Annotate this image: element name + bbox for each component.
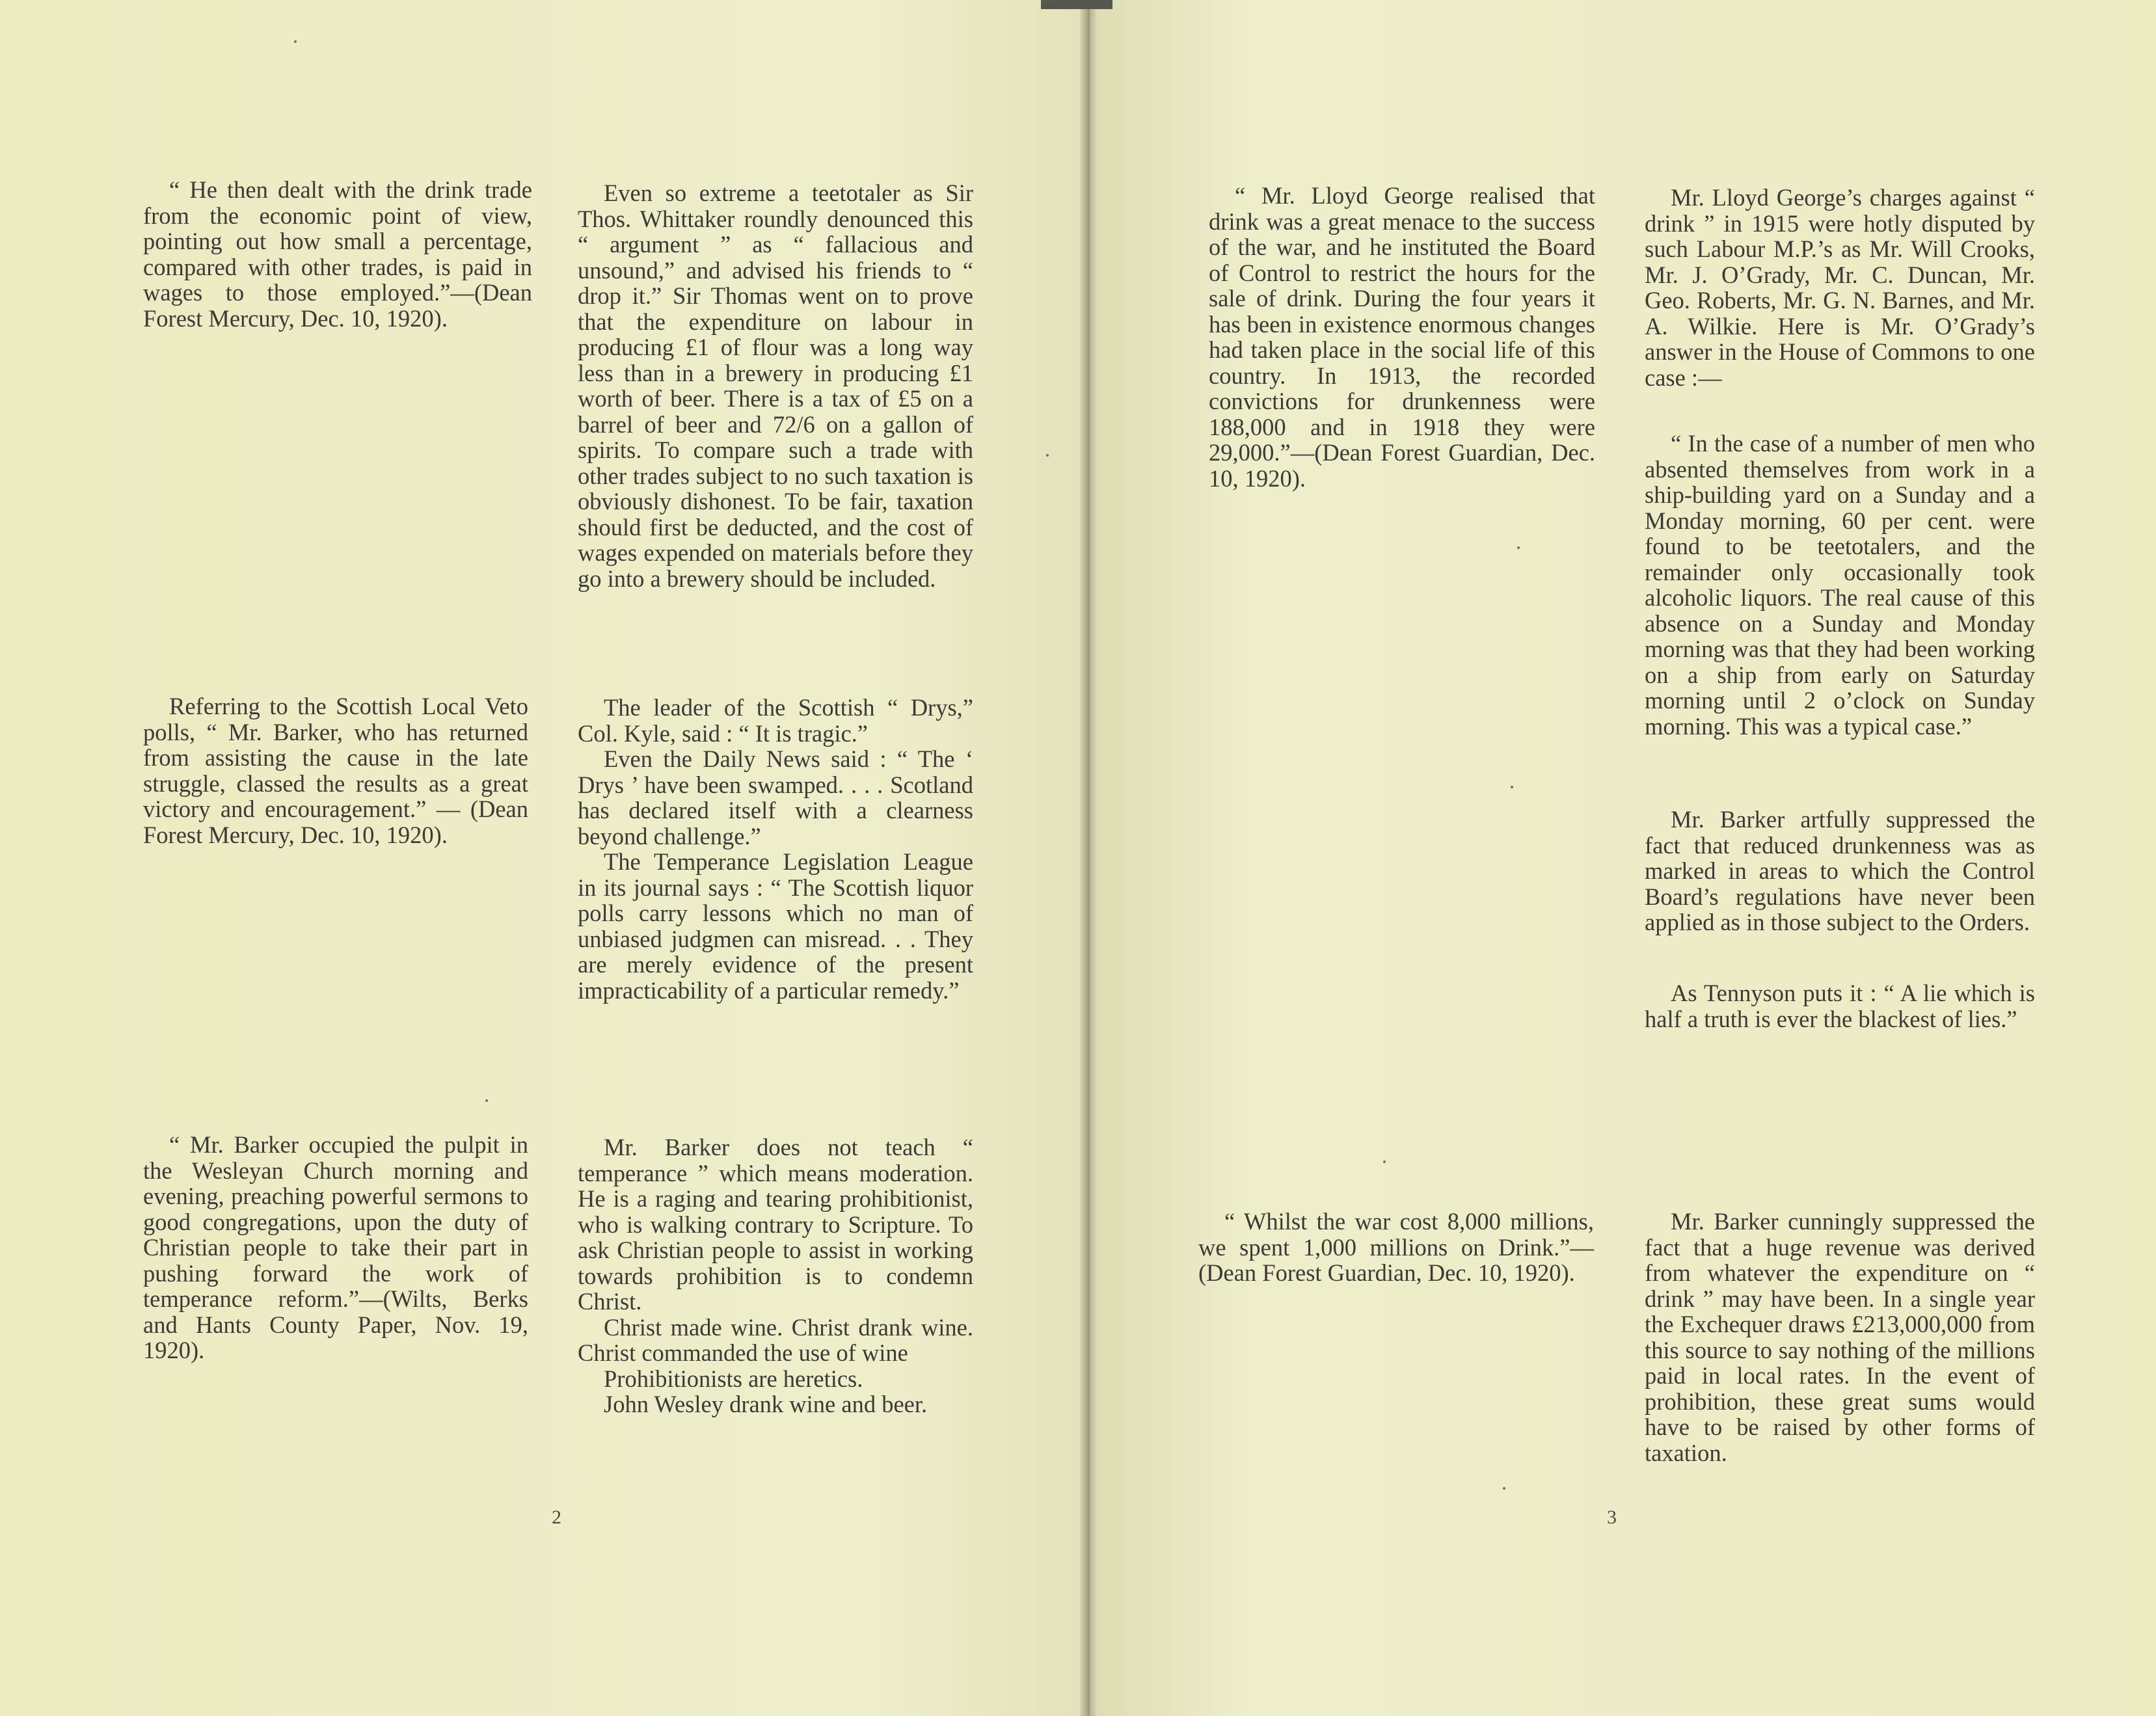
paragraph: “ In the case of a number of men who absented themselves from work in a ship-building yard on a Sunday and a Monday morning, 60 per cent. were found to be teetotalers, and the remainder only occasionally took alcoholic liquors. The real cause of this absence on a Sunday and Monday morning was that they had been working on a ship from early on Saturday morning until 2 o’clock on Sunday morning. This was a typical case.” <box>1645 430 2035 740</box>
paper-speck <box>485 1099 488 1102</box>
right-col2-revenue <box>1645 1209 2035 1466</box>
paper-speck <box>1503 1487 1505 1490</box>
paragraph: John Wesley drank wine and beer. <box>604 1391 928 1417</box>
paper-speck <box>294 40 297 43</box>
paragraph: “ Whilst the war cost 8,000 millions, we spent 1,000 millions on Drink.”—(Dean Forest Guardian, Dec. 10, 1920). <box>1198 1208 1594 1286</box>
left-col2-whittaker <box>578 180 973 591</box>
right-col2-tennyson <box>1645 980 2035 1032</box>
binding-shadow <box>1041 0 1112 9</box>
left-col1-quote-mercury <box>143 177 532 331</box>
paragraph: Mr. Barker cunningly suppressed the fact that a huge revenue was derived from whatever the expenditure on “ drink ” may have been. In a single year the Exchequer draws £213,000,000 from this source to say nothing of the millions paid in local rates. In the event of prohibition, these great sums would have to be raised by other forms of taxation. <box>1645 1208 2035 1466</box>
paper-speck <box>1046 454 1049 457</box>
paragraph: Even so extreme a teetotaler as Sir Thos. Whittaker roundly denounced this “ argument ” as “ fallacious and unsound,” and advised his friends to “ drop it.” Sir Thomas went on to prove that the expenditure on labour in producing £1 of flour was a long way less than in a brewery in producing £1 worth of beer. There is a tax of £5 on a barrel of beer and 72/6 on a gallon of spirits. To compare such a trade with other trades subject to no such taxation is obviously dishonest. To be fair, taxation should first be deducted, and the cost of wages expended on materials before they go into a brewery should be included. <box>578 180 973 592</box>
right-col2-control-board <box>1645 807 2035 935</box>
paragraph: Mr. Barker does not teach “ temperance ” which means moderation. He is a raging and tearing prohibitionist, who is walking contrary to Scripture. To ask Christian people to assist in working towards prohibition is to condemn Christ. <box>578 1134 973 1315</box>
paragraph: As Tennyson puts it : “ A lie which is half a truth is ever the blackest of lies.” <box>1645 980 2035 1032</box>
paragraph: Prohibitionists are heretics. <box>604 1365 863 1392</box>
paragraph: “ Mr. Barker occupied the pulpit in the Wesleyan Church morning and evening, preaching powerful sermons to good congregations, upon the duty of Christian people to take their part in pushing forward the work of temperance reform.”—(Wilts, Berks and Hants County Paper, Nov. 19, 1920). <box>143 1131 528 1363</box>
left-col1-veto-polls <box>143 693 528 848</box>
right-col2-labour-mps <box>1645 185 2035 390</box>
paper-speck <box>1383 1160 1386 1163</box>
paragraph: “ Mr. Lloyd George realised that drink was a great menace to the success of the war, and he instituted the Board of Control to restrict the hours for the sale of drink. During the four years it has been in existence enormous changes had taken place in the social life of this country. In 1913, the recorded convictions for drunkenness were 188,000 and in 1918 they were 29,000.”—(Dean Forest Guardian, Dec. 10, 1920). <box>1209 182 1595 492</box>
paragraph: Christ made wine. Christ drank wine. Christ commanded the use of wine <box>578 1313 973 1366</box>
paragraph: Mr. Lloyd George’s charges against “ drink ” in 1915 were hotly disputed by such Labour M.P.’s as Mr. Will Crooks, Mr. J. O’Grady, Mr. C. Duncan, Mr. Geo. Roberts, Mr. G. N. Barnes, and Mr. A. Wilkie. Here is Mr. O’Grady’s answer in the House of Commons to one case :— <box>1645 184 2035 391</box>
paragraph: Mr. Barker artfully suppressed the fact that reduced drunkenness was as marked in areas to which the Control Board’s regulations have never been applied as in those subject to the Orders. <box>1645 806 2035 935</box>
paper-speck <box>1511 786 1513 788</box>
paragraph: Even the Daily News said : “ The ‘ Drys ’ have been swamped. . . . Scotland has declared itself with a clearness beyond challenge.” <box>578 745 973 850</box>
paragraph: Referring to the Scottish Local Veto polls, “ Mr. Barker, who has returned from assisting the cause in the late struggle, classed the results as a great victory and encouragement.” — (Dean Forest Mercury, Dec. 10, 1920). <box>143 693 528 848</box>
right-col1-war-cost <box>1198 1209 1594 1286</box>
left-col2-scottish-drys <box>578 695 973 1003</box>
left-col1-wesleyan-quote <box>143 1132 528 1363</box>
paragraph: “ He then dealt with the drink trade from the economic point of view, pointing out how small a percentage, compared with other trades, is paid in wages to those employed.”—(Dean Forest Mercury, Dec. 10, 1920). <box>143 176 532 332</box>
paragraph: The Temperance Legislation League in its journal says : “ The Scottish liquor polls carry lessons which no man of unbiased judgmen can misread. . . They are merely evidence of the present impracticability of a particular remedy.” <box>578 848 973 1004</box>
right-col1-lloyd-george <box>1209 183 1595 491</box>
right-col2-ogrady-answer <box>1645 431 2035 739</box>
page-number-right: 3 <box>1607 1507 1617 1528</box>
left-col2-prohibition <box>578 1134 973 1417</box>
page-number-left: 2 <box>552 1507 561 1528</box>
paragraph: The leader of the Scottish “ Drys,” Col. Kyle, said : “ It is tragic.” <box>578 694 973 747</box>
paper-speck <box>1517 546 1520 549</box>
book-gutter <box>1080 0 1097 1716</box>
